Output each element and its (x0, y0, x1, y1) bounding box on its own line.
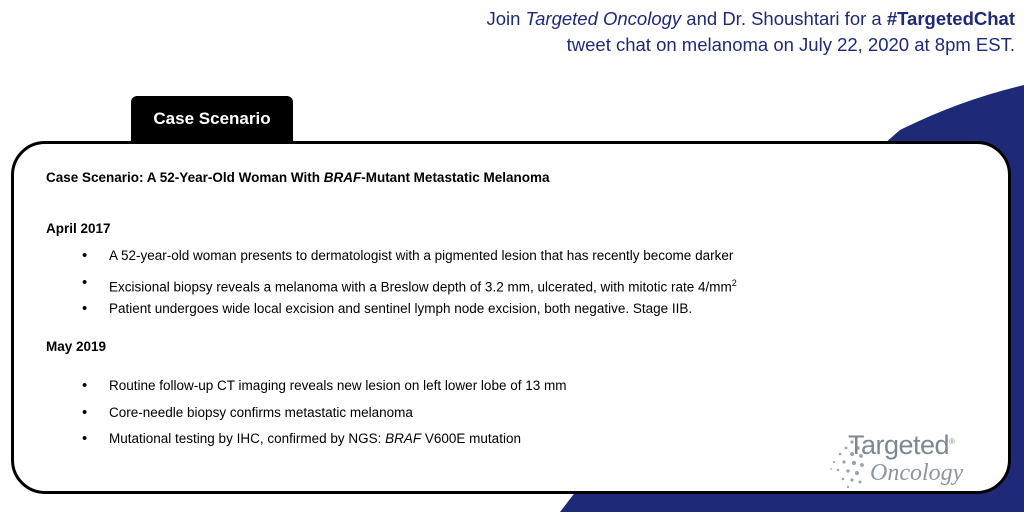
logo-text-targeted: Targeted® (848, 430, 955, 460)
list-item: • Routine follow-up CT imaging reveals new lesion on left lower lobe of 13 mm (46, 377, 906, 404)
case-scenario-tab: Case Scenario (131, 96, 293, 141)
list-item: • Core-needle biopsy confirms metastatic melanoma (46, 404, 906, 431)
list-item: • Patient undergoes wide local excision and sentinel lymph node excision, both negative. Stage IIB. (46, 300, 906, 327)
targeted-oncology-logo (826, 430, 976, 494)
case-title: Case Scenario: A 52-Year-Old Woman With BRAF-Mutant Metastatic Melanoma (46, 170, 550, 185)
list-item: • Excisional biopsy reveals a melanoma with a Breslow depth of 3.2 mm, ulcerated, with mitotic rate $4/mm^2$ (46, 274, 906, 301)
hashtag: #TargetedChat (886, 8, 1015, 29)
publication-name: Targeted Oncology (525, 8, 682, 29)
banner-line-2: tweet chat on melanoma on July 22, 2020 at 8pm EST. (566, 34, 1015, 55)
section-2-bullet-list (46, 377, 906, 457)
banner-line-1: Join Targeted Oncology and Dr. Shoushtari for a #TargetedChat (486, 8, 1015, 29)
section-date-april-2017: April 2017 (46, 221, 111, 236)
section-1-bullet-list (46, 247, 906, 327)
tweet-chat-banner (255, 6, 1015, 58)
list-item: • A 52-year-old woman presents to dermatologist with a pigmented lesion that has recently become darker (46, 247, 906, 274)
logo-text-oncology: Oncology (870, 460, 964, 486)
list-item: • Mutational testing by IHC, confirmed by NGS: BRAF V600E mutation (46, 430, 906, 457)
section-date-may-2019: May 2019 (46, 339, 107, 354)
